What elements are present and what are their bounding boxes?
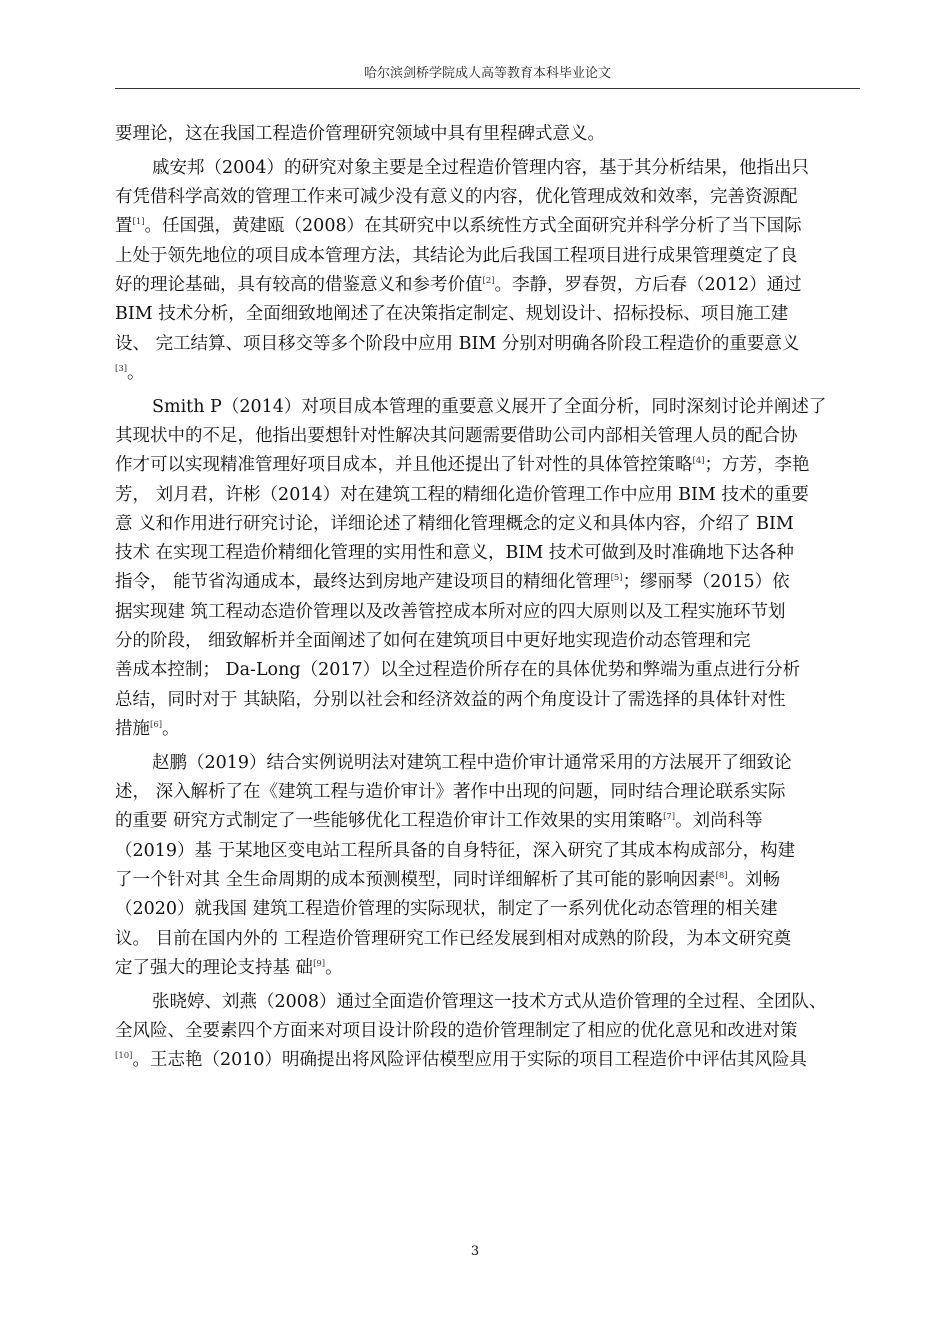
text-line: [115, 656, 863, 685]
text-line: [115, 568, 863, 597]
text-run: Smith P（2014）对项目成本管理的重要意义展开了全面分析，同时深刻讨论并阐述了: [152, 396, 827, 417]
text-run: 。刘畅: [727, 869, 781, 890]
text-run: 戚安邦（2004）的研究对象主要是全过程造价管理内容，基于其分析结果，他指出只: [152, 157, 810, 178]
paragraph: [115, 120, 863, 149]
paragraph: [115, 749, 863, 983]
paragraph: [115, 393, 863, 745]
text-run: 好的理论基础，具有较高的借鉴意义和参考价值: [115, 274, 483, 295]
text-line: [115, 212, 863, 241]
text-run: 。: [127, 362, 145, 383]
text-line: [115, 1046, 863, 1075]
text-line: [115, 539, 863, 568]
text-run: 。李静，罗春贺，方后春（2012）通过: [494, 274, 802, 295]
text-line: [115, 271, 863, 300]
text-line: [115, 954, 863, 983]
text-run: ；缪丽琴（2015）依: [622, 572, 790, 593]
text-line: [115, 1017, 863, 1046]
text-line: [115, 481, 863, 510]
text-run: 张晓婷、刘燕（2008）通过全面造价管理这一技术方式从造价管理的全过程、全团队、: [152, 991, 827, 1012]
text-run: 。: [162, 718, 180, 739]
text-line: [115, 154, 863, 183]
text-run: 。: [325, 957, 343, 978]
citation-ref: [2]: [482, 275, 495, 286]
text-run: 。任国强，黄建瓯（2008）在其研究中以系统性方式全面研究并科学分析了当下国际: [144, 216, 802, 237]
text-line: [115, 837, 863, 866]
text-run: 总结，同时对于 其缺陷，分别以社会和经济效益的两个角度设计了需选择的具体针对性: [115, 689, 786, 710]
text-line: [115, 749, 863, 778]
text-run: 意 义和作用进行研究讨论，详细论述了精细化管理概念的定义和具体内容，介绍了 BIM: [115, 513, 794, 534]
text-line: [115, 686, 863, 715]
text-run: 据实现建 筑工程动态造价管理以及改善管控成本所对应的四大原则以及工程实施环节划: [115, 601, 786, 622]
text-line: [115, 359, 863, 388]
text-line: [115, 925, 863, 954]
citation-ref: [10]: [115, 1051, 133, 1062]
text-line: [115, 866, 863, 895]
text-line: [115, 183, 863, 212]
text-run: 作才可以实现精准管理好项目成本，并且他还提出了针对性的具体管控策略: [115, 455, 693, 476]
text-line: [115, 120, 863, 149]
text-run: 述， 深入解析了在《建筑工程与造价审计》著作中出现的问题，同时结合理论联系实际: [115, 782, 786, 803]
citation-ref: [8]: [715, 870, 728, 881]
citation-ref: [6]: [150, 719, 163, 730]
text-line: [115, 300, 863, 329]
text-run: 技术 在实现工程造价精细化管理的实用性和意义，BIM 技术可做到及时准确地下达各种: [115, 543, 794, 564]
text-run: 善成本控制； Da-Long（2017）以全过程造价所存在的具体优势和弊端为重点进行分析: [115, 660, 801, 681]
text-run: 有凭借科学高效的管理工作来可减少没有意义的内容，优化管理成效和效率，完善资源配: [115, 187, 798, 208]
header-title: 哈尔滨剑桥学院成人高等教育本科毕业论文: [363, 66, 611, 81]
citation-ref: [3]: [115, 363, 128, 374]
text-line: [115, 895, 863, 924]
citation-ref: [7]: [663, 812, 676, 823]
text-line: [115, 510, 863, 539]
text-run: 上处于领先地位的项目成本管理方法，其结论为此后我国工程项目进行成果管理奠定了良: [115, 245, 798, 266]
text-run: ；方芳，李艳: [704, 455, 810, 476]
text-run: 置: [115, 216, 133, 237]
text-line: [115, 988, 863, 1017]
text-run: （2019）基 于某地区变电站工程所具备的自身特征，深入研究了其成本构成部分，构建: [115, 840, 796, 861]
text-line: [115, 598, 863, 627]
body-text: [115, 120, 863, 1076]
text-run: 芳， 刘月君，许彬（2014）对在建筑工程的精细化造价管理工作中应用 BIM 技术的重要: [115, 484, 809, 505]
text-run: 了一个针对其 全生命周期的成本预测模型，同时详细解析了其可能的影响因素: [115, 869, 716, 890]
text-run: 要理论，这在我国工程造价管理研究领域中具有里程碑式意义。: [115, 124, 605, 144]
text-run: 其现状中的不足，他指出要想针对性解决其问题需要借助公司内部相关管理人员的配合协: [115, 425, 798, 446]
page-number: [0, 1244, 950, 1259]
text-run: （2020）就我国 建筑工程造价管理的实际现状，制定了一系列优化动态管理的相关建: [115, 899, 778, 920]
text-line: [115, 451, 863, 480]
citation-ref: [4]: [692, 456, 705, 467]
paragraph: [115, 154, 863, 388]
text-line: [115, 422, 863, 451]
text-run: 措施: [115, 718, 150, 739]
paragraph: [115, 988, 863, 1076]
text-run: 全风险、全要素四个方面来对项目设计阶段的造价管理制定了相应的优化意见和改进对策: [115, 1020, 798, 1041]
citation-ref: [5]: [610, 573, 623, 584]
text-line: [115, 393, 863, 422]
text-line: [115, 778, 863, 807]
text-run: 赵鹏（2019）结合实例说明法对建筑工程中造价审计通常采用的方法展开了细致论: [152, 752, 792, 773]
text-line: [115, 715, 863, 744]
text-run: 议。 目前在国内外的 工程造价管理研究工作已经发展到相对成熟的阶段，为本文研究奠: [115, 928, 792, 949]
text-run: 设、 完工结算、项目移交等多个阶段中应用 BIM 分别对明确各阶段工程造价的重要意义: [115, 333, 800, 354]
citation-ref: [1]: [132, 217, 145, 228]
text-run: 定了强大的理论支持基 础: [115, 957, 314, 978]
text-run: 分的阶段， 细致解析并全面阐述了如何在建筑项目中更好地实现造价动态管理和完: [115, 631, 751, 652]
page-number-text: 3: [470, 1244, 480, 1259]
text-line: [115, 627, 863, 656]
text-run: 。王志艳（2010）明确提出将风险评估模型应用于实际的项目工程造价中评估其风险具: [132, 1050, 807, 1071]
page-header: [115, 64, 860, 89]
citation-ref: [9]: [313, 958, 326, 969]
text-run: 的重要 研究方式制定了一些能够优化工程造价审计工作效果的实用策略: [115, 811, 664, 832]
text-run: BIM 技术分析，全面细致地阐述了在决策指定制定、规划设计、招标投标、项目施工建: [115, 304, 789, 325]
text-run: 。刘尚科等: [675, 811, 763, 832]
text-run: 指令， 能节省沟通成本，最终达到房地产建设项目的精细化管理: [115, 572, 611, 593]
text-line: [115, 330, 863, 359]
text-line: [115, 242, 863, 271]
text-line: [115, 807, 863, 836]
